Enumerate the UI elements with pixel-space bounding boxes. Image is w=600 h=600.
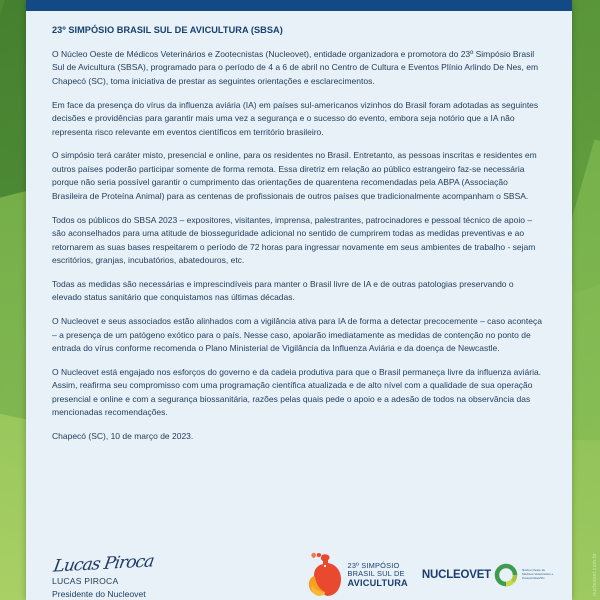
paragraph-1: O Núcleo Oeste de Médicos Veterinários e Zootecnistas (Nucleovet), entidade organizadora e promotora do 23º Simpósio Brasil Sul de Avicultura (SBSA), programado para o período de 4 a 6 de abril no Centro de Cultura e Eventos Plínio Arlindo De Nes, em Chapecó (SC), toma iniciativa de prestar as seguintes orientações e esclarecimentos. xyxy=(52,48,539,86)
document-top-bar xyxy=(26,0,572,11)
sbsa-line-3: AVICULTURA xyxy=(347,578,408,589)
signature-and-logos-area xyxy=(26,528,572,600)
logo-group xyxy=(307,552,556,600)
vertical-credit-watermark: nucleovet.com.br xyxy=(592,553,598,596)
paragraph-4: Todos os públicos do SBSA 2023 – expositores, visitantes, imprensa, palestrantes, patrocinadores e pessoal técnico de apoio – são aconselhados para uma atitude de biosseguridade adicional no sentido de cumprirem todas as medidas preventivas e ao retornarem as suas bases respeitarem o período de 72 horas para ingressar novamente em seus ambientes de trabalho - sejam escritórios, granjas, incubatórios, abatedouros, etc. xyxy=(52,214,536,265)
nucleovet-swirl-icon xyxy=(493,562,519,588)
paragraph-7: O Nucleovet está engajado nos esforços do governo e da cadeia produtiva para que o Brasil permaneça livre da influenza aviária. Assim, reafirma seu compromisso com uma programação científica atualizada e de alto nível com a qualidade de sua operação presencial e online e com a segurança biossanitária, razões pelas quais pede o apoio e a adesão de todos na observância das mencionadas recomendações. xyxy=(52,366,542,418)
paragraph-2: Em face da presença do vírus da influenza aviária (IA) em países sul-americanos vizinhos do Brasil foram adotadas as seguintes decisões e providências para garantir mais uma vez a segurança e o sucesso do evento, embora seja notório que a IA não representa risco relevante em eventos científicos em território brasileiro. xyxy=(52,99,539,137)
page-title: 23º SIMPÓSIO BRASIL SUL DE AVICULTURA (SBSA) xyxy=(52,25,283,35)
rooster-icon xyxy=(307,552,343,598)
signature-block xyxy=(51,551,156,600)
signatory-name: LUCAS PIROCA xyxy=(52,576,119,587)
paragraph-6: O Nucleovet e seus associados estão alinhados com a vigilância ativa para IA de forma a detectar precocemente – caso aconteça – a presença de um patógeno exótico para o país. Nesse caso, apoiarão imediatamente as medidas de contenção no ponto de entrada do vírus conforme recomenda o Plano Ministerial de Vigilância da Influenza Aviária e da doença de Newcastle. xyxy=(52,316,542,354)
nucleovet-logo xyxy=(422,562,556,588)
document-body xyxy=(26,11,572,528)
paragraph-3: O simpósio terá caráter misto, presencial e online, para os residentes no Brasil. Entretanto, as pessoas inscritas e residentes em outros países poderão participar somente de forma remota. Essa diretriz em relação ao público estrangeiro faz-se necessária porque não seria possível garantir o cumprimento das orientações de quarentena recomendadas pela ABPA (Associação Brasileira de Proteína Animal) para as centenas de profissionais de outros países que tradicionalmente acompanham o SBSA. xyxy=(52,150,537,201)
nucleovet-subtitle: Núcleo Oeste de Médicos Veterinários e Zootecnistas/SC xyxy=(522,568,554,580)
sbsa-line-2: BRASIL SUL DE xyxy=(347,568,405,578)
place-and-date: Chapecó (SC), 10 de março de 2023. xyxy=(52,431,194,442)
paragraph-5: Todas as medidas são necessárias e imprescindíveis para manter o Brasil livre de IA e de outras patologias preservando o elevado status sanitário que conquistamos nas últimas décadas. xyxy=(52,278,514,303)
signatory-role: Presidente do Nucleovet xyxy=(52,588,146,599)
nucleovet-wordmark: NUCLEOVET xyxy=(421,569,491,581)
handwritten-signature: Lucas Piroca xyxy=(51,551,156,577)
sbsa-logo xyxy=(307,552,408,598)
sbsa-logo-text xyxy=(348,562,408,589)
document-card xyxy=(26,0,572,600)
sbsa-line-1: 23º SIMPÓSIO xyxy=(347,560,400,570)
